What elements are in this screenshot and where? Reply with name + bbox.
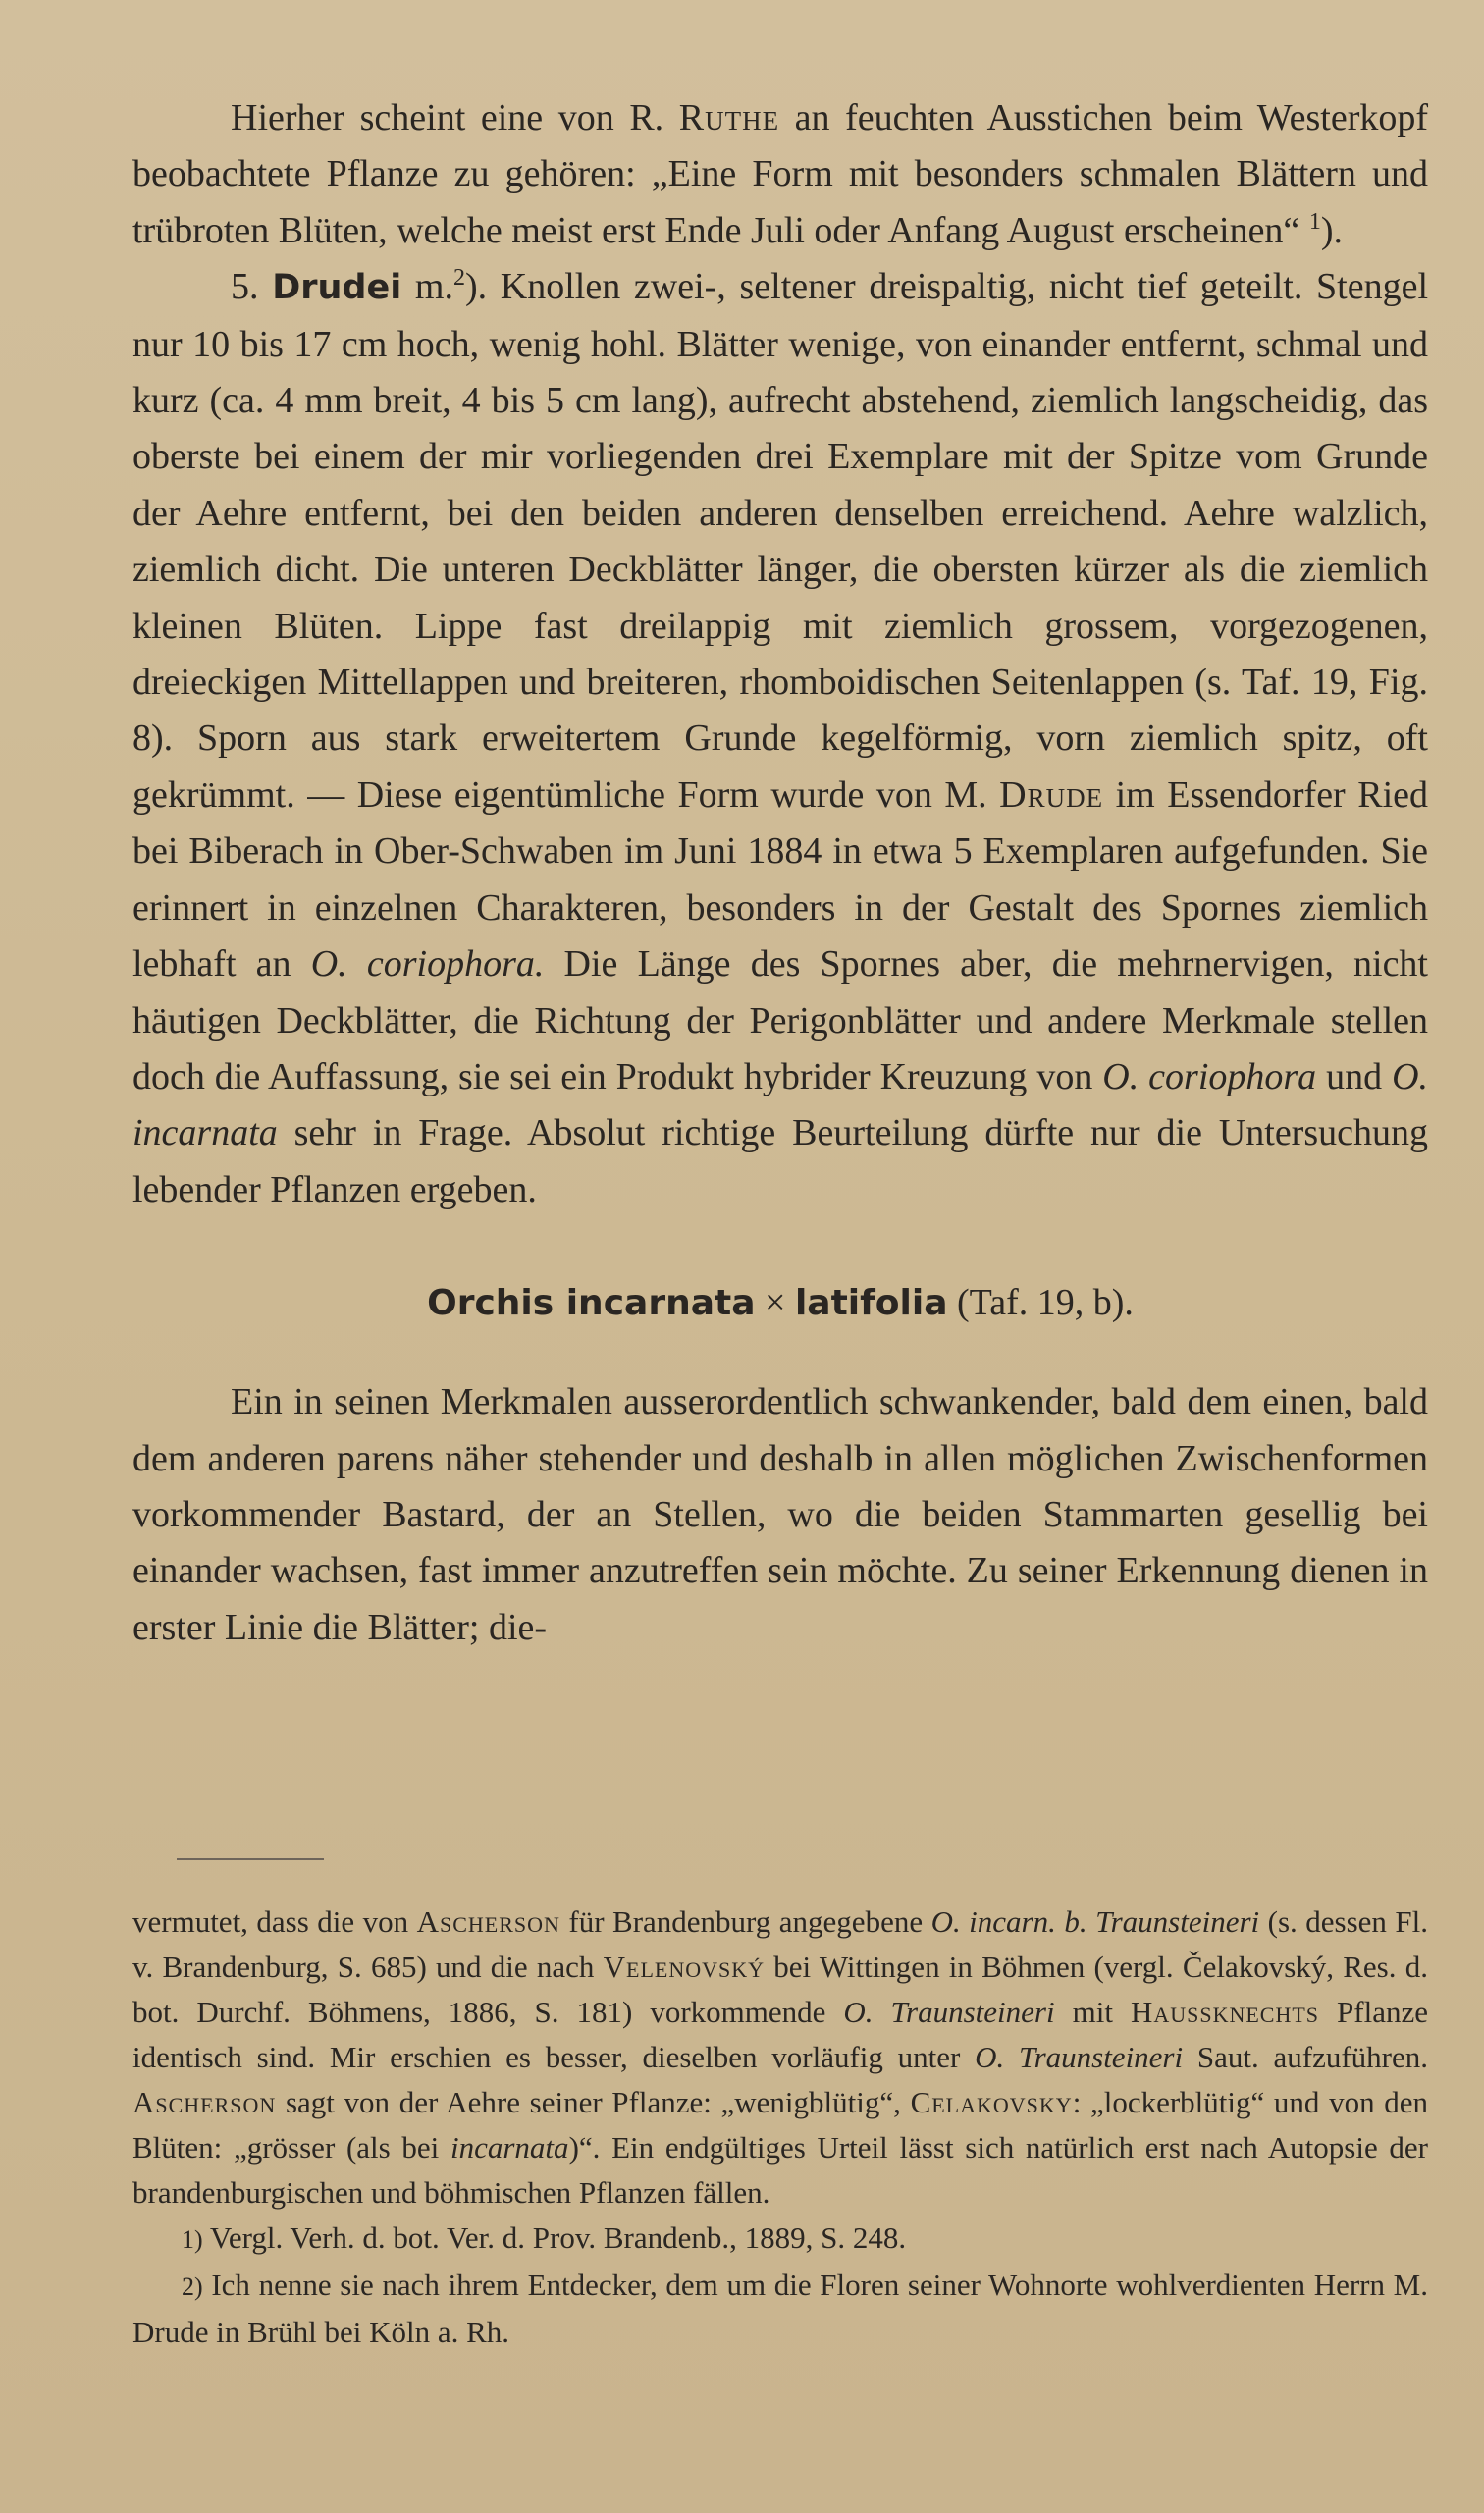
author-drude: Drude — [999, 774, 1104, 816]
footnote-2: 2) Ich nenne sie nach ihrem Entdecker, dem um die Floren seiner Wohnorte wohlverdienten Herrn M. Drude in Brühl bei Köln a. Rh. — [132, 2268, 1428, 2349]
section-heading: Orchis incarnata × latifolia (Taf. 19, b). — [427, 1282, 1134, 1324]
author-ruthe: Ruthe — [678, 97, 780, 138]
hybrid-cross-symbol: × — [765, 1282, 786, 1324]
taxon-drudei: Drudei — [272, 268, 402, 308]
footnote-divider — [177, 1858, 324, 1860]
footnote-ref-2: 2 — [452, 265, 465, 292]
paragraph-drudei: 5. Drudei m.$^2$). Knollen zwei-, seltener dreispaltig, nicht tief geteilt. Stengel nur 10 bis 17 cm hoch, wenig hohl. Blätter wenige, von einander entfernt, schmal und kurz (ca. 4 mm breit, 4 bis 5 cm lang), aufrecht abstehend, ziemlich langscheidig, das oberste bei einem der mir vorliegenden drei Exemplare mit der Spitze vom Grunde der Aehre entfernt, bei den beiden anderen denselben erreichend. Aehre walzlich, ziemlich dicht. Die unteren Deckblätter länger, die obersten kürzer als die ziemlich kleinen Blüten. Lippe fast dreilappig mit ziemlich grossem, vorgezogenen, dreieckigen Mittellappen und breiteren, rhomboidischen Seitenlappen (s. Taf. 19, Fig. 8). Sporn aus stark erweitertem Grunde kegelförmig, vorn ziemlich spitz, oft gekrümmt. — Diese eigentümliche Form wurde von M. Drude im Essendorfer Ried bei Biberach in Ober-Schwaben im Juni 1884 in etwa 5 Exemplaren aufgefunden. Sie erinnert in einzelnen Charakteren, besonders in der Gestalt des Spornes ziemlich lebhaft an O. coriophora. Die Länge des Spornes aber, die mehrnervigen, nicht häutigen Deckblätter, die Richtung der Perigonblätter und andere Merkmale stellen doch die Auffassung, sie sei ein Produkt hybrider Kreuzung von O. coriophora und O. incarnata sehr in Frage. Absolut richtige Beurteilung dürfte nur die Untersuchung lebender Pflanzen ergeben. — [132, 265, 1429, 1210]
paragraph-ruthe: Hierher scheint eine von R. Ruthe an feuchten Ausstichen beim Westerkopf beobachtete Pflanze zu gehören: „Eine Form mit besonders schmalen Blättern und trübroten Blüten, welche meist erst Ende Juli oder Anfang August erscheinen“ $^1$). — [132, 97, 1428, 251]
footnotes — [132, 1899, 1428, 2355]
paragraph-hybrid: Ein in seinen Merkmalen ausserordentlich schwankender, bald dem einen, bald dem anderen parens näher stehender und deshalb in allen möglichen Zwischenformen vorkommender Bastard, der an Stellen, wo die beiden Stammarten gesellig bei einander wachsen, fast immer anzutreffen sein möchte. Zu seiner Erkennung dienen in erster Linie die Blätter; die- — [132, 1381, 1428, 1648]
footnote-continuation: vermutet, dass die von Ascherson für Brandenburg angegebene O. incarn. b. Traunsteineri (s. dessen Fl. v. Brandenburg, S. 685) und die nach Velenovský bei Wittingen in Böhmen (vergl. Čelakovský, Res. d. bot. Durchf. Böhmens, 1886, S. 181) vorkommende O. Traunsteineri mit Haussknechts Pflanze identisch sind. Mir erschien es besser, dieselben vorläufig unter O. Traunsteineri Saut. aufzuführen. Ascherson sagt von der Aehre seiner Pflanze: „wenigblütig“, Celakovsky: „lockerblütig“ und von den Blüten: „grösser (als bei incarnata)“. Ein endgültiges Urteil lässt sich natürlich erst nach Autopsie der brandenburgischen und böhmischen Pflanzen fällen. — [132, 1904, 1428, 2210]
footnote-ref-1: 1 — [1308, 208, 1321, 235]
main-text — [132, 90, 1428, 1656]
footnote-1: 1) Vergl. Verh. d. bot. Ver. d. Prov. Brandenb., 1889, S. 248. — [182, 2220, 907, 2255]
